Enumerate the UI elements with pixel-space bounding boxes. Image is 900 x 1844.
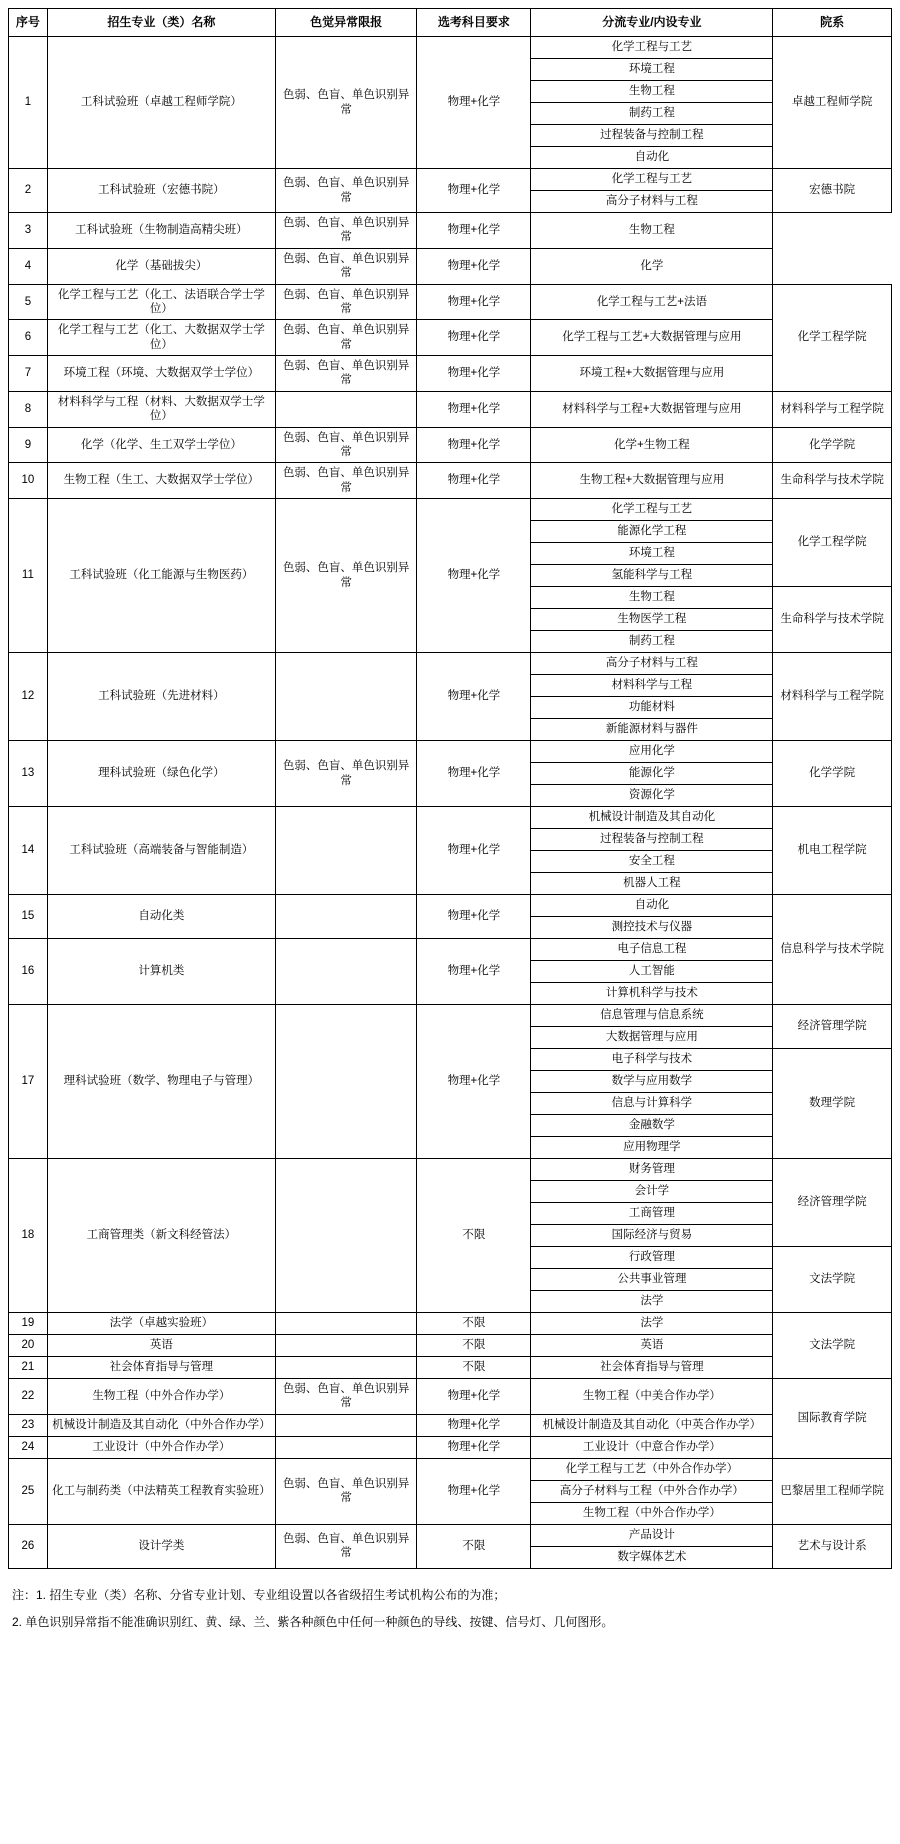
cell-color-restriction: 色弱、色盲、单色识别异常 [275, 213, 416, 249]
cell-major-name: 设计学类 [47, 1524, 275, 1568]
cell-major-name: 材料科学与工程（材料、大数据双学士学位） [47, 391, 275, 427]
table-row [9, 284, 892, 320]
cell-department: 材料科学与工程学院 [773, 391, 892, 427]
cell-sub-major: 能源化学 [531, 763, 773, 785]
table-row [9, 1458, 892, 1480]
cell-exam-subject: 物理+化学 [417, 1436, 531, 1458]
cell-exam-subject: 不限 [417, 1357, 531, 1379]
cell-sub-major: 生物工程 [531, 587, 773, 609]
cell-sub-major: 法学 [531, 1313, 773, 1335]
cell-sub-major: 数字媒体艺术 [531, 1546, 773, 1568]
cell-sub-major: 财务管理 [531, 1159, 773, 1181]
cell-department: 生命科学与技术学院 [773, 463, 892, 499]
cell-sub-major: 生物医学工程 [531, 609, 773, 631]
table-row [9, 1379, 892, 1415]
header-sub-major: 分流专业/内设专业 [531, 9, 773, 37]
table-row [9, 169, 892, 191]
cell-exam-subject: 物理+化学 [417, 213, 531, 249]
header-major: 招生专业（类）名称 [47, 9, 275, 37]
cell-seq: 22 [9, 1379, 48, 1415]
cell-seq: 10 [9, 463, 48, 499]
cell-department: 材料科学与工程学院 [773, 653, 892, 741]
admission-major-table [8, 8, 892, 1569]
cell-major-name: 工科试验班（化工能源与生物医药） [47, 499, 275, 653]
cell-seq: 18 [9, 1159, 48, 1313]
cell-sub-major: 安全工程 [531, 851, 773, 873]
cell-exam-subject: 不限 [417, 1313, 531, 1335]
cell-department: 艺术与设计系 [773, 1524, 892, 1568]
cell-major-name: 理科试验班（绿色化学） [47, 741, 275, 807]
cell-sub-major: 行政管理 [531, 1247, 773, 1269]
cell-seq: 1 [9, 37, 48, 169]
cell-department: 信息科学与技术学院 [773, 895, 892, 1005]
table-row [9, 1005, 892, 1027]
cell-sub-major: 生物工程 [531, 81, 773, 103]
cell-exam-subject: 物理+化学 [417, 463, 531, 499]
cell-sub-major: 氢能科学与工程 [531, 565, 773, 587]
cell-color-restriction [275, 895, 416, 939]
cell-exam-subject: 物理+化学 [417, 499, 531, 653]
cell-seq: 23 [9, 1414, 48, 1436]
cell-department: 宏德书院 [773, 169, 892, 213]
table-row [9, 807, 892, 829]
table-row [9, 653, 892, 675]
cell-major-name: 工业设计（中外合作办学） [47, 1436, 275, 1458]
cell-sub-major: 高分子材料与工程 [531, 191, 773, 213]
cell-exam-subject: 物理+化学 [417, 895, 531, 939]
cell-color-restriction [275, 1335, 416, 1357]
cell-color-restriction [275, 391, 416, 427]
cell-major-name: 化学（基础拔尖） [47, 248, 275, 284]
cell-seq: 7 [9, 356, 48, 392]
cell-color-restriction: 色弱、色盲、单色识别异常 [275, 499, 416, 653]
cell-department: 经济管理学院 [773, 1159, 892, 1247]
cell-sub-major: 过程装备与控制工程 [531, 125, 773, 147]
cell-exam-subject: 物理+化学 [417, 1005, 531, 1159]
cell-sub-major: 材料科学与工程+大数据管理与应用 [531, 391, 773, 427]
cell-color-restriction [275, 1357, 416, 1379]
cell-exam-subject: 物理+化学 [417, 248, 531, 284]
cell-sub-major: 生物工程（中美合作办学） [531, 1379, 773, 1415]
cell-major-name: 计算机类 [47, 939, 275, 1005]
cell-sub-major: 金融数学 [531, 1115, 773, 1137]
cell-sub-major: 人工智能 [531, 961, 773, 983]
cell-sub-major: 材料科学与工程 [531, 675, 773, 697]
cell-sub-major: 环境工程+大数据管理与应用 [531, 356, 773, 392]
table-row [9, 1357, 892, 1379]
cell-color-restriction [275, 1313, 416, 1335]
cell-department: 文法学院 [773, 1247, 892, 1313]
cell-department: 化学学院 [773, 427, 892, 463]
cell-color-restriction: 色弱、色盲、单色识别异常 [275, 1458, 416, 1524]
table-row [9, 320, 892, 356]
cell-major-name: 工商管理类（新文科经管法） [47, 1159, 275, 1313]
cell-seq: 14 [9, 807, 48, 895]
cell-seq: 15 [9, 895, 48, 939]
cell-color-restriction [275, 653, 416, 741]
cell-major-name: 化学工程与工艺（化工、大数据双学士学位） [47, 320, 275, 356]
cell-major-name: 社会体育指导与管理 [47, 1357, 275, 1379]
cell-color-restriction [275, 1436, 416, 1458]
cell-department: 化学工程学院 [773, 499, 892, 587]
cell-exam-subject: 不限 [417, 1335, 531, 1357]
note-2: 2. 单色识别异常指不能准确识别红、黄、绿、兰、紫各种颜色中任何一种颜色的导线、按键、信号灯、几何图形。 [12, 1614, 614, 1629]
cell-department: 生命科学与技术学院 [773, 587, 892, 653]
cell-sub-major: 信息与计算科学 [531, 1093, 773, 1115]
cell-major-name: 工科试验班（卓越工程师学院） [47, 37, 275, 169]
cell-sub-major: 高分子材料与工程 [531, 653, 773, 675]
cell-sub-major: 大数据管理与应用 [531, 1027, 773, 1049]
cell-sub-major: 计算机科学与技术 [531, 983, 773, 1005]
cell-sub-major: 自动化 [531, 895, 773, 917]
cell-sub-major: 测控技术与仪器 [531, 917, 773, 939]
table-body [9, 37, 892, 1569]
cell-major-name: 自动化类 [47, 895, 275, 939]
header-exam-subject: 选考科目要求 [417, 9, 531, 37]
cell-color-restriction: 色弱、色盲、单色识别异常 [275, 427, 416, 463]
cell-sub-major: 能源化学工程 [531, 521, 773, 543]
table-notes [8, 1583, 892, 1635]
cell-seq: 21 [9, 1357, 48, 1379]
cell-major-name: 理科试验班（数学、物理电子与管理） [47, 1005, 275, 1159]
cell-seq: 13 [9, 741, 48, 807]
cell-sub-major: 生物工程（中外合作办学） [531, 1502, 773, 1524]
cell-sub-major: 信息管理与信息系统 [531, 1005, 773, 1027]
cell-exam-subject: 物理+化学 [417, 653, 531, 741]
table-row [9, 213, 892, 249]
cell-sub-major: 化学工程与工艺 [531, 499, 773, 521]
cell-department: 巴黎居里工程师学院 [773, 1458, 892, 1524]
cell-seq: 8 [9, 391, 48, 427]
cell-seq: 24 [9, 1436, 48, 1458]
cell-exam-subject: 物理+化学 [417, 356, 531, 392]
cell-major-name: 工科试验班（宏德书院） [47, 169, 275, 213]
table-row [9, 1159, 892, 1181]
cell-color-restriction [275, 807, 416, 895]
cell-department: 文法学院 [773, 1313, 892, 1379]
cell-major-name: 工科试验班（先进材料） [47, 653, 275, 741]
cell-exam-subject: 物理+化学 [417, 37, 531, 169]
cell-color-restriction: 色弱、色盲、单色识别异常 [275, 320, 416, 356]
cell-exam-subject: 物理+化学 [417, 427, 531, 463]
cell-sub-major: 化学工程与工艺（中外合作办学） [531, 1458, 773, 1480]
cell-sub-major: 电子信息工程 [531, 939, 773, 961]
cell-seq: 12 [9, 653, 48, 741]
cell-seq: 2 [9, 169, 48, 213]
header-seq: 序号 [9, 9, 48, 37]
table-row [9, 1436, 892, 1458]
cell-sub-major: 工业设计（中意合作办学） [531, 1436, 773, 1458]
table-row [9, 427, 892, 463]
cell-sub-major: 应用物理学 [531, 1137, 773, 1159]
cell-exam-subject: 物理+化学 [417, 391, 531, 427]
cell-department: 数理学院 [773, 1049, 892, 1159]
cell-sub-major: 制药工程 [531, 103, 773, 125]
cell-color-restriction: 色弱、色盲、单色识别异常 [275, 1379, 416, 1415]
cell-sub-major: 环境工程 [531, 543, 773, 565]
header-department: 院系 [773, 9, 892, 37]
cell-sub-major: 化学工程与工艺 [531, 37, 773, 59]
cell-sub-major: 英语 [531, 1335, 773, 1357]
table-row [9, 248, 892, 284]
cell-exam-subject: 物理+化学 [417, 1379, 531, 1415]
cell-major-name: 化学（化学、生工双学士学位） [47, 427, 275, 463]
cell-sub-major: 法学 [531, 1291, 773, 1313]
cell-department: 卓越工程师学院 [773, 37, 892, 169]
cell-department: 化学学院 [773, 741, 892, 807]
header-row [9, 9, 892, 37]
cell-exam-subject: 不限 [417, 1159, 531, 1313]
cell-major-name: 法学（卓越实验班） [47, 1313, 275, 1335]
cell-exam-subject: 物理+化学 [417, 1458, 531, 1524]
table-row [9, 741, 892, 763]
cell-sub-major: 机器人工程 [531, 873, 773, 895]
cell-sub-major: 过程装备与控制工程 [531, 829, 773, 851]
cell-color-restriction: 色弱、色盲、单色识别异常 [275, 37, 416, 169]
cell-sub-major: 资源化学 [531, 785, 773, 807]
cell-exam-subject: 物理+化学 [417, 807, 531, 895]
cell-sub-major: 化学 [531, 248, 773, 284]
cell-major-name: 工科试验班（生物制造高精尖班） [47, 213, 275, 249]
cell-sub-major: 会计学 [531, 1181, 773, 1203]
cell-seq: 17 [9, 1005, 48, 1159]
cell-sub-major: 应用化学 [531, 741, 773, 763]
cell-exam-subject: 物理+化学 [417, 169, 531, 213]
note-1: 注：1. 招生专业（类）名称、分省专业计划、专业组设置以各省级招生考试机构公布的为准； [12, 1587, 506, 1602]
cell-color-restriction [275, 1005, 416, 1159]
cell-sub-major: 化学工程与工艺+法语 [531, 284, 773, 320]
cell-sub-major: 电子科学与技术 [531, 1049, 773, 1071]
cell-sub-major: 新能源材料与器件 [531, 719, 773, 741]
cell-sub-major: 功能材料 [531, 697, 773, 719]
cell-color-restriction: 色弱、色盲、单色识别异常 [275, 169, 416, 213]
cell-sub-major: 自动化 [531, 147, 773, 169]
cell-color-restriction: 色弱、色盲、单色识别异常 [275, 356, 416, 392]
cell-sub-major: 产品设计 [531, 1524, 773, 1546]
cell-department: 机电工程学院 [773, 807, 892, 895]
table-row [9, 895, 892, 917]
cell-exam-subject: 物理+化学 [417, 1414, 531, 1436]
cell-sub-major: 化学+生物工程 [531, 427, 773, 463]
cell-major-name: 生物工程（生工、大数据双学士学位） [47, 463, 275, 499]
cell-color-restriction [275, 1414, 416, 1436]
cell-major-name: 英语 [47, 1335, 275, 1357]
cell-color-restriction: 色弱、色盲、单色识别异常 [275, 1524, 416, 1568]
table-row [9, 939, 892, 961]
cell-color-restriction: 色弱、色盲、单色识别异常 [275, 284, 416, 320]
cell-seq: 9 [9, 427, 48, 463]
cell-department: 经济管理学院 [773, 1005, 892, 1049]
cell-major-name: 化工与制药类（中法精英工程教育实验班） [47, 1458, 275, 1524]
cell-major-name: 化学工程与工艺（化工、法语联合学士学位） [47, 284, 275, 320]
cell-color-restriction [275, 939, 416, 1005]
cell-sub-major: 公共事业管理 [531, 1269, 773, 1291]
table-row [9, 499, 892, 521]
cell-department: 化学工程学院 [773, 284, 892, 391]
cell-seq: 16 [9, 939, 48, 1005]
cell-exam-subject: 物理+化学 [417, 320, 531, 356]
cell-seq: 20 [9, 1335, 48, 1357]
cell-sub-major: 化学工程与工艺+大数据管理与应用 [531, 320, 773, 356]
cell-major-name: 生物工程（中外合作办学） [47, 1379, 275, 1415]
cell-sub-major: 高分子材料与工程（中外合作办学） [531, 1480, 773, 1502]
table-row [9, 391, 892, 427]
cell-seq: 5 [9, 284, 48, 320]
cell-sub-major: 工商管理 [531, 1203, 773, 1225]
cell-sub-major: 国际经济与贸易 [531, 1225, 773, 1247]
cell-sub-major: 化学工程与工艺 [531, 169, 773, 191]
table-row [9, 356, 892, 392]
cell-major-name: 工科试验班（高端装备与智能制造） [47, 807, 275, 895]
cell-sub-major: 机械设计制造及其自动化 [531, 807, 773, 829]
cell-seq: 4 [9, 248, 48, 284]
cell-seq: 6 [9, 320, 48, 356]
table-row [9, 37, 892, 59]
cell-sub-major: 制药工程 [531, 631, 773, 653]
table-row [9, 1414, 892, 1436]
table-row [9, 463, 892, 499]
cell-seq: 25 [9, 1458, 48, 1524]
cell-major-name: 环境工程（环境、大数据双学士学位） [47, 356, 275, 392]
table-header [9, 9, 892, 37]
table-row [9, 1313, 892, 1335]
cell-color-restriction [275, 1159, 416, 1313]
cell-sub-major: 生物工程 [531, 213, 773, 249]
cell-sub-major: 环境工程 [531, 59, 773, 81]
cell-exam-subject: 物理+化学 [417, 741, 531, 807]
table-row [9, 1335, 892, 1357]
cell-sub-major: 机械设计制造及其自动化（中英合作办学） [531, 1414, 773, 1436]
cell-seq: 11 [9, 499, 48, 653]
cell-color-restriction: 色弱、色盲、单色识别异常 [275, 248, 416, 284]
cell-department: 国际教育学院 [773, 1379, 892, 1459]
cell-sub-major: 数学与应用数学 [531, 1071, 773, 1093]
cell-seq: 19 [9, 1313, 48, 1335]
header-color-restriction: 色觉异常限报 [275, 9, 416, 37]
cell-exam-subject: 不限 [417, 1524, 531, 1568]
cell-color-restriction: 色弱、色盲、单色识别异常 [275, 463, 416, 499]
cell-sub-major: 社会体育指导与管理 [531, 1357, 773, 1379]
cell-seq: 3 [9, 213, 48, 249]
table-row [9, 1524, 892, 1546]
cell-seq: 26 [9, 1524, 48, 1568]
cell-exam-subject: 物理+化学 [417, 939, 531, 1005]
cell-major-name: 机械设计制造及其自动化（中外合作办学） [47, 1414, 275, 1436]
cell-sub-major: 生物工程+大数据管理与应用 [531, 463, 773, 499]
cell-exam-subject: 物理+化学 [417, 284, 531, 320]
cell-color-restriction: 色弱、色盲、单色识别异常 [275, 741, 416, 807]
